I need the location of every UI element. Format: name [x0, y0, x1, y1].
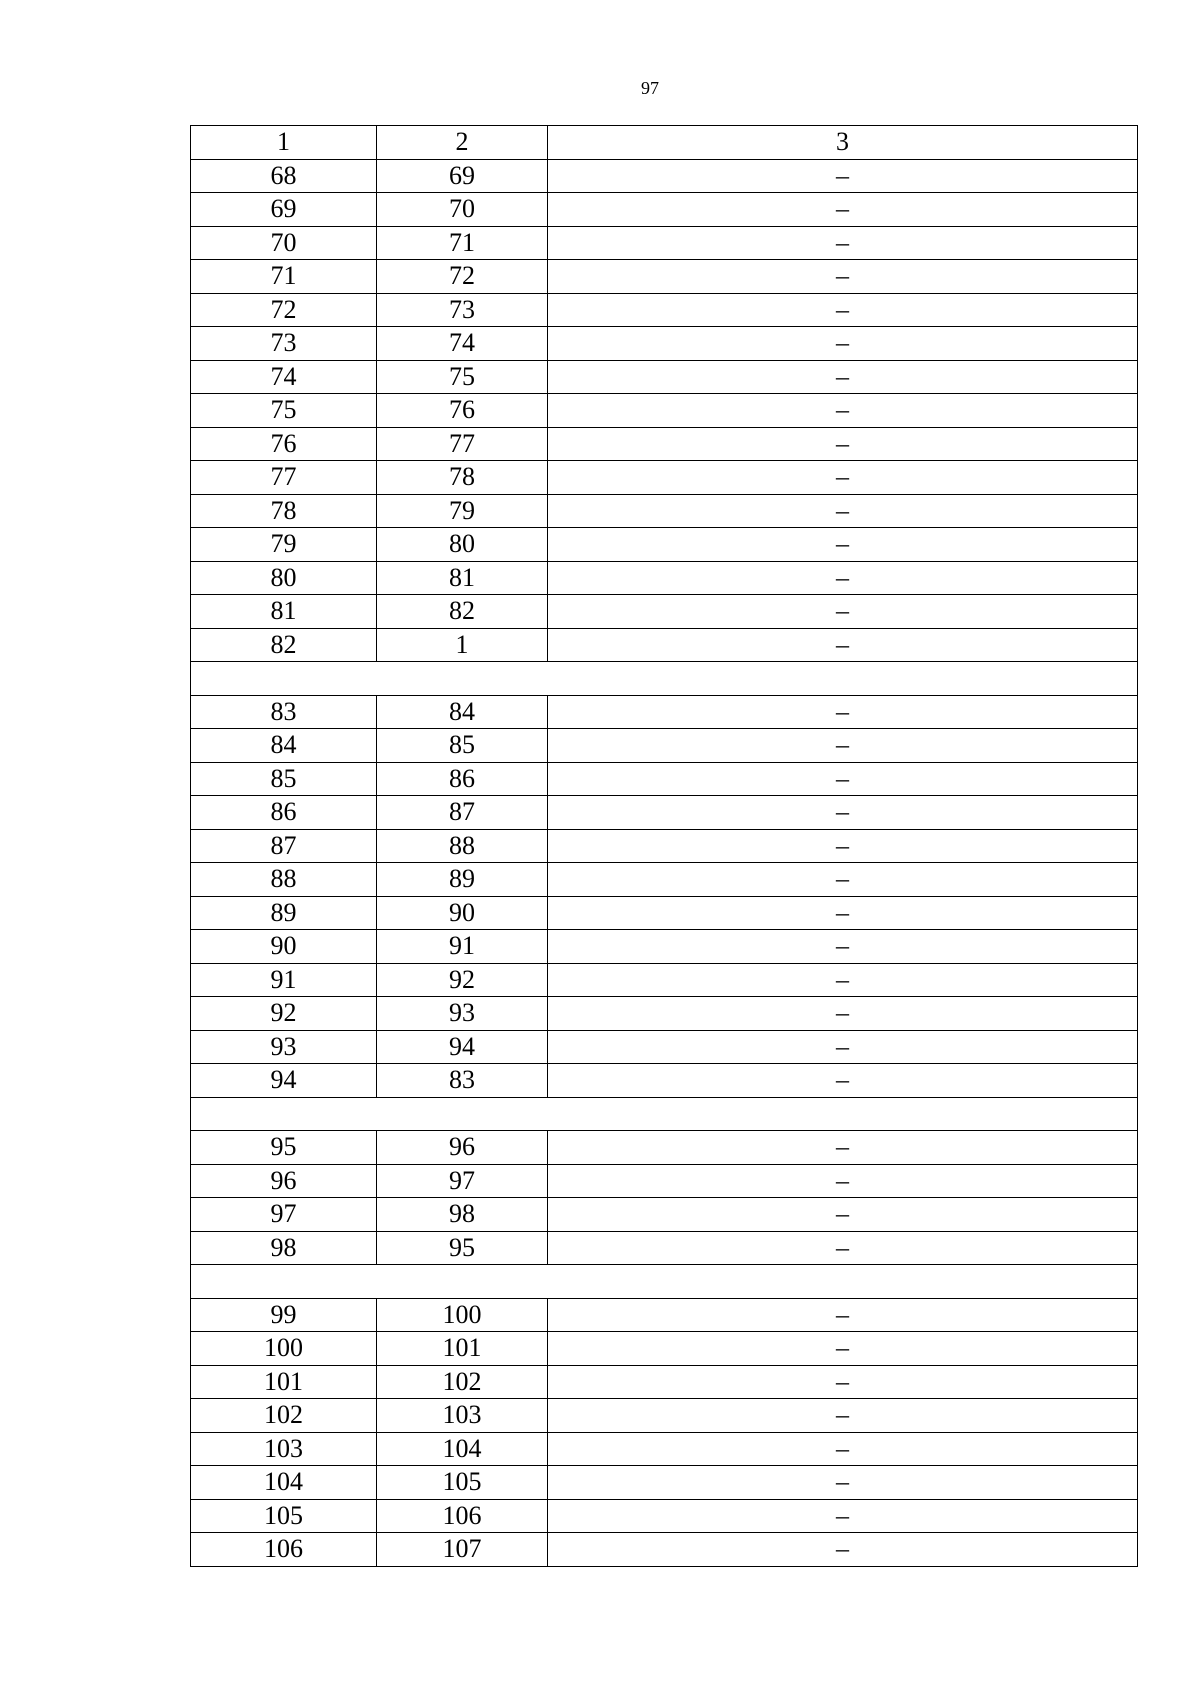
table-row	[191, 293, 1138, 327]
table-row	[191, 863, 1138, 897]
table-cell-col-2: 77	[377, 427, 548, 461]
table-row	[191, 829, 1138, 863]
table-cell-col-2: 107	[377, 1533, 548, 1567]
table-cell-col-3: –	[548, 1198, 1138, 1232]
table-row	[191, 1332, 1138, 1366]
table-cell-col-2: 74	[377, 327, 548, 361]
table-row	[191, 1399, 1138, 1433]
table-cell-col-1: 82	[191, 628, 377, 662]
data-table	[190, 125, 1138, 1567]
table-cell-col-3: –	[548, 796, 1138, 830]
table-cell-col-1: 90	[191, 930, 377, 964]
table-cell-col-2: 76	[377, 394, 548, 428]
table-cell-col-1: 73	[191, 327, 377, 361]
group-separator-cell	[191, 662, 1138, 696]
table-cell-col-3: –	[548, 260, 1138, 294]
table-cell-col-3: –	[548, 1332, 1138, 1366]
table-row	[191, 1131, 1138, 1165]
table-cell-col-1: 79	[191, 528, 377, 562]
table-cell-col-3: –	[548, 360, 1138, 394]
table-row	[191, 427, 1138, 461]
table-cell-col-1: 78	[191, 494, 377, 528]
table-cell-col-3: –	[548, 695, 1138, 729]
table-cell-col-3: –	[548, 829, 1138, 863]
table-row	[191, 1030, 1138, 1064]
table-cell-col-2: 85	[377, 729, 548, 763]
table-row	[191, 729, 1138, 763]
table-cell-col-2: 73	[377, 293, 548, 327]
table-cell-col-3: –	[548, 1298, 1138, 1332]
table-cell-col-1: 85	[191, 762, 377, 796]
table-cell-col-1: 92	[191, 997, 377, 1031]
header-cell-1: 1	[191, 126, 377, 160]
table-row	[191, 695, 1138, 729]
table-cell-col-3: –	[548, 930, 1138, 964]
table-cell-col-2: 104	[377, 1432, 548, 1466]
table-cell-col-1: 94	[191, 1064, 377, 1098]
table-cell-col-3: –	[548, 963, 1138, 997]
table-cell-col-1: 106	[191, 1533, 377, 1567]
table-cell-col-2: 80	[377, 528, 548, 562]
table-cell-col-3: –	[548, 159, 1138, 193]
group-separator-cell	[191, 1097, 1138, 1131]
table-row	[191, 159, 1138, 193]
table-cell-col-1: 105	[191, 1499, 377, 1533]
table-cell-col-3: –	[548, 226, 1138, 260]
table-cell-col-1: 100	[191, 1332, 377, 1366]
table-row	[191, 226, 1138, 260]
table-cell-col-1: 88	[191, 863, 377, 897]
table-cell-col-2: 1	[377, 628, 548, 662]
table-cell-col-3: –	[548, 1466, 1138, 1500]
table-cell-col-1: 104	[191, 1466, 377, 1500]
table-cell-col-3: –	[548, 494, 1138, 528]
table-cell-col-2: 81	[377, 561, 548, 595]
table-cell-col-2: 103	[377, 1399, 548, 1433]
table-cell-col-2: 69	[377, 159, 548, 193]
table-cell-col-2: 84	[377, 695, 548, 729]
table-cell-col-1: 95	[191, 1131, 377, 1165]
table-cell-col-2: 78	[377, 461, 548, 495]
table-cell-col-2: 97	[377, 1164, 548, 1198]
table-cell-col-1: 77	[191, 461, 377, 495]
table-cell-col-2: 90	[377, 896, 548, 930]
table-cell-col-3: –	[548, 1432, 1138, 1466]
table-cell-col-1: 69	[191, 193, 377, 227]
table-cell-col-1: 93	[191, 1030, 377, 1064]
table-cell-col-3: –	[548, 729, 1138, 763]
table-cell-col-1: 83	[191, 695, 377, 729]
table-cell-col-2: 75	[377, 360, 548, 394]
table-row	[191, 494, 1138, 528]
table-cell-col-3: –	[548, 461, 1138, 495]
table-cell-col-1: 70	[191, 226, 377, 260]
table-cell-col-3: –	[548, 997, 1138, 1031]
table-row	[191, 1298, 1138, 1332]
table-cell-col-2: 91	[377, 930, 548, 964]
table-cell-col-2: 95	[377, 1231, 548, 1265]
table-row	[191, 1432, 1138, 1466]
table-cell-col-3: –	[548, 293, 1138, 327]
table-cell-col-3: –	[548, 1231, 1138, 1265]
table-row	[191, 561, 1138, 595]
table-row	[191, 260, 1138, 294]
table-cell-col-3: –	[548, 1533, 1138, 1567]
table-row	[191, 461, 1138, 495]
table-cell-col-2: 105	[377, 1466, 548, 1500]
table-cell-col-1: 81	[191, 595, 377, 629]
table-cell-col-3: –	[548, 1030, 1138, 1064]
table-cell-col-2: 101	[377, 1332, 548, 1366]
table-cell-col-2: 87	[377, 796, 548, 830]
header-cell-2: 2	[377, 126, 548, 160]
table-row	[191, 1064, 1138, 1098]
table-cell-col-2: 79	[377, 494, 548, 528]
table-cell-col-1: 74	[191, 360, 377, 394]
table-cell-col-1: 75	[191, 394, 377, 428]
table-cell-col-2: 89	[377, 863, 548, 897]
table-row	[191, 930, 1138, 964]
table-row	[191, 1164, 1138, 1198]
table-cell-col-2: 70	[377, 193, 548, 227]
table-cell-col-1: 97	[191, 1198, 377, 1232]
table-row	[191, 1499, 1138, 1533]
table-row	[191, 997, 1138, 1031]
table-cell-col-3: –	[548, 1164, 1138, 1198]
table-cell-col-2: 71	[377, 226, 548, 260]
table-cell-col-1: 72	[191, 293, 377, 327]
table-cell-col-3: –	[548, 193, 1138, 227]
table-cell-col-3: –	[548, 394, 1138, 428]
group-separator-cell	[191, 1265, 1138, 1299]
table-cell-col-1: 80	[191, 561, 377, 595]
header-row	[191, 126, 1138, 160]
table-row	[191, 896, 1138, 930]
table-row	[191, 628, 1138, 662]
table-row	[191, 1533, 1138, 1567]
group-separator-row	[191, 1265, 1138, 1299]
table-cell-col-1: 96	[191, 1164, 377, 1198]
table-cell-col-3: –	[548, 595, 1138, 629]
table-cell-col-1: 71	[191, 260, 377, 294]
table-cell-col-1: 84	[191, 729, 377, 763]
table-cell-col-1: 98	[191, 1231, 377, 1265]
table-row	[191, 360, 1138, 394]
table-cell-col-2: 83	[377, 1064, 548, 1098]
table-cell-col-3: –	[548, 1064, 1138, 1098]
table-cell-col-2: 100	[377, 1298, 548, 1332]
table-cell-col-1: 99	[191, 1298, 377, 1332]
table-row	[191, 1365, 1138, 1399]
table-cell-col-1: 86	[191, 796, 377, 830]
table-body	[191, 126, 1138, 1567]
table-row	[191, 193, 1138, 227]
table-cell-col-2: 102	[377, 1365, 548, 1399]
table-cell-col-3: –	[548, 863, 1138, 897]
table-cell-col-1: 89	[191, 896, 377, 930]
table-cell-col-2: 92	[377, 963, 548, 997]
table-cell-col-2: 93	[377, 997, 548, 1031]
table-row	[191, 1231, 1138, 1265]
header-cell-3: 3	[548, 126, 1138, 160]
table-cell-col-3: –	[548, 561, 1138, 595]
table-cell-col-2: 98	[377, 1198, 548, 1232]
table-cell-col-3: –	[548, 762, 1138, 796]
table-cell-col-2: 94	[377, 1030, 548, 1064]
table-row	[191, 394, 1138, 428]
table-cell-col-3: –	[548, 628, 1138, 662]
table-row	[191, 1198, 1138, 1232]
table-cell-col-2: 86	[377, 762, 548, 796]
table-row	[191, 796, 1138, 830]
table-cell-col-1: 103	[191, 1432, 377, 1466]
data-table-container	[190, 125, 1138, 1567]
table-cell-col-1: 91	[191, 963, 377, 997]
table-row	[191, 528, 1138, 562]
group-separator-row	[191, 1097, 1138, 1131]
table-cell-col-1: 87	[191, 829, 377, 863]
table-row	[191, 1466, 1138, 1500]
table-cell-col-1: 76	[191, 427, 377, 461]
table-cell-col-3: –	[548, 528, 1138, 562]
table-cell-col-1: 101	[191, 1365, 377, 1399]
page-number: 97	[641, 78, 659, 98]
table-cell-col-2: 88	[377, 829, 548, 863]
table-cell-col-3: –	[548, 1365, 1138, 1399]
table-cell-col-3: –	[548, 896, 1138, 930]
table-cell-col-3: –	[548, 1399, 1138, 1433]
table-cell-col-1: 68	[191, 159, 377, 193]
table-cell-col-2: 82	[377, 595, 548, 629]
table-row	[191, 595, 1138, 629]
table-cell-col-3: –	[548, 327, 1138, 361]
table-cell-col-2: 96	[377, 1131, 548, 1165]
table-cell-col-2: 106	[377, 1499, 548, 1533]
group-separator-row	[191, 662, 1138, 696]
table-row	[191, 963, 1138, 997]
table-row	[191, 762, 1138, 796]
table-cell-col-1: 102	[191, 1399, 377, 1433]
table-cell-col-3: –	[548, 1499, 1138, 1533]
table-cell-col-3: –	[548, 427, 1138, 461]
table-cell-col-2: 72	[377, 260, 548, 294]
table-row	[191, 327, 1138, 361]
table-cell-col-3: –	[548, 1131, 1138, 1165]
